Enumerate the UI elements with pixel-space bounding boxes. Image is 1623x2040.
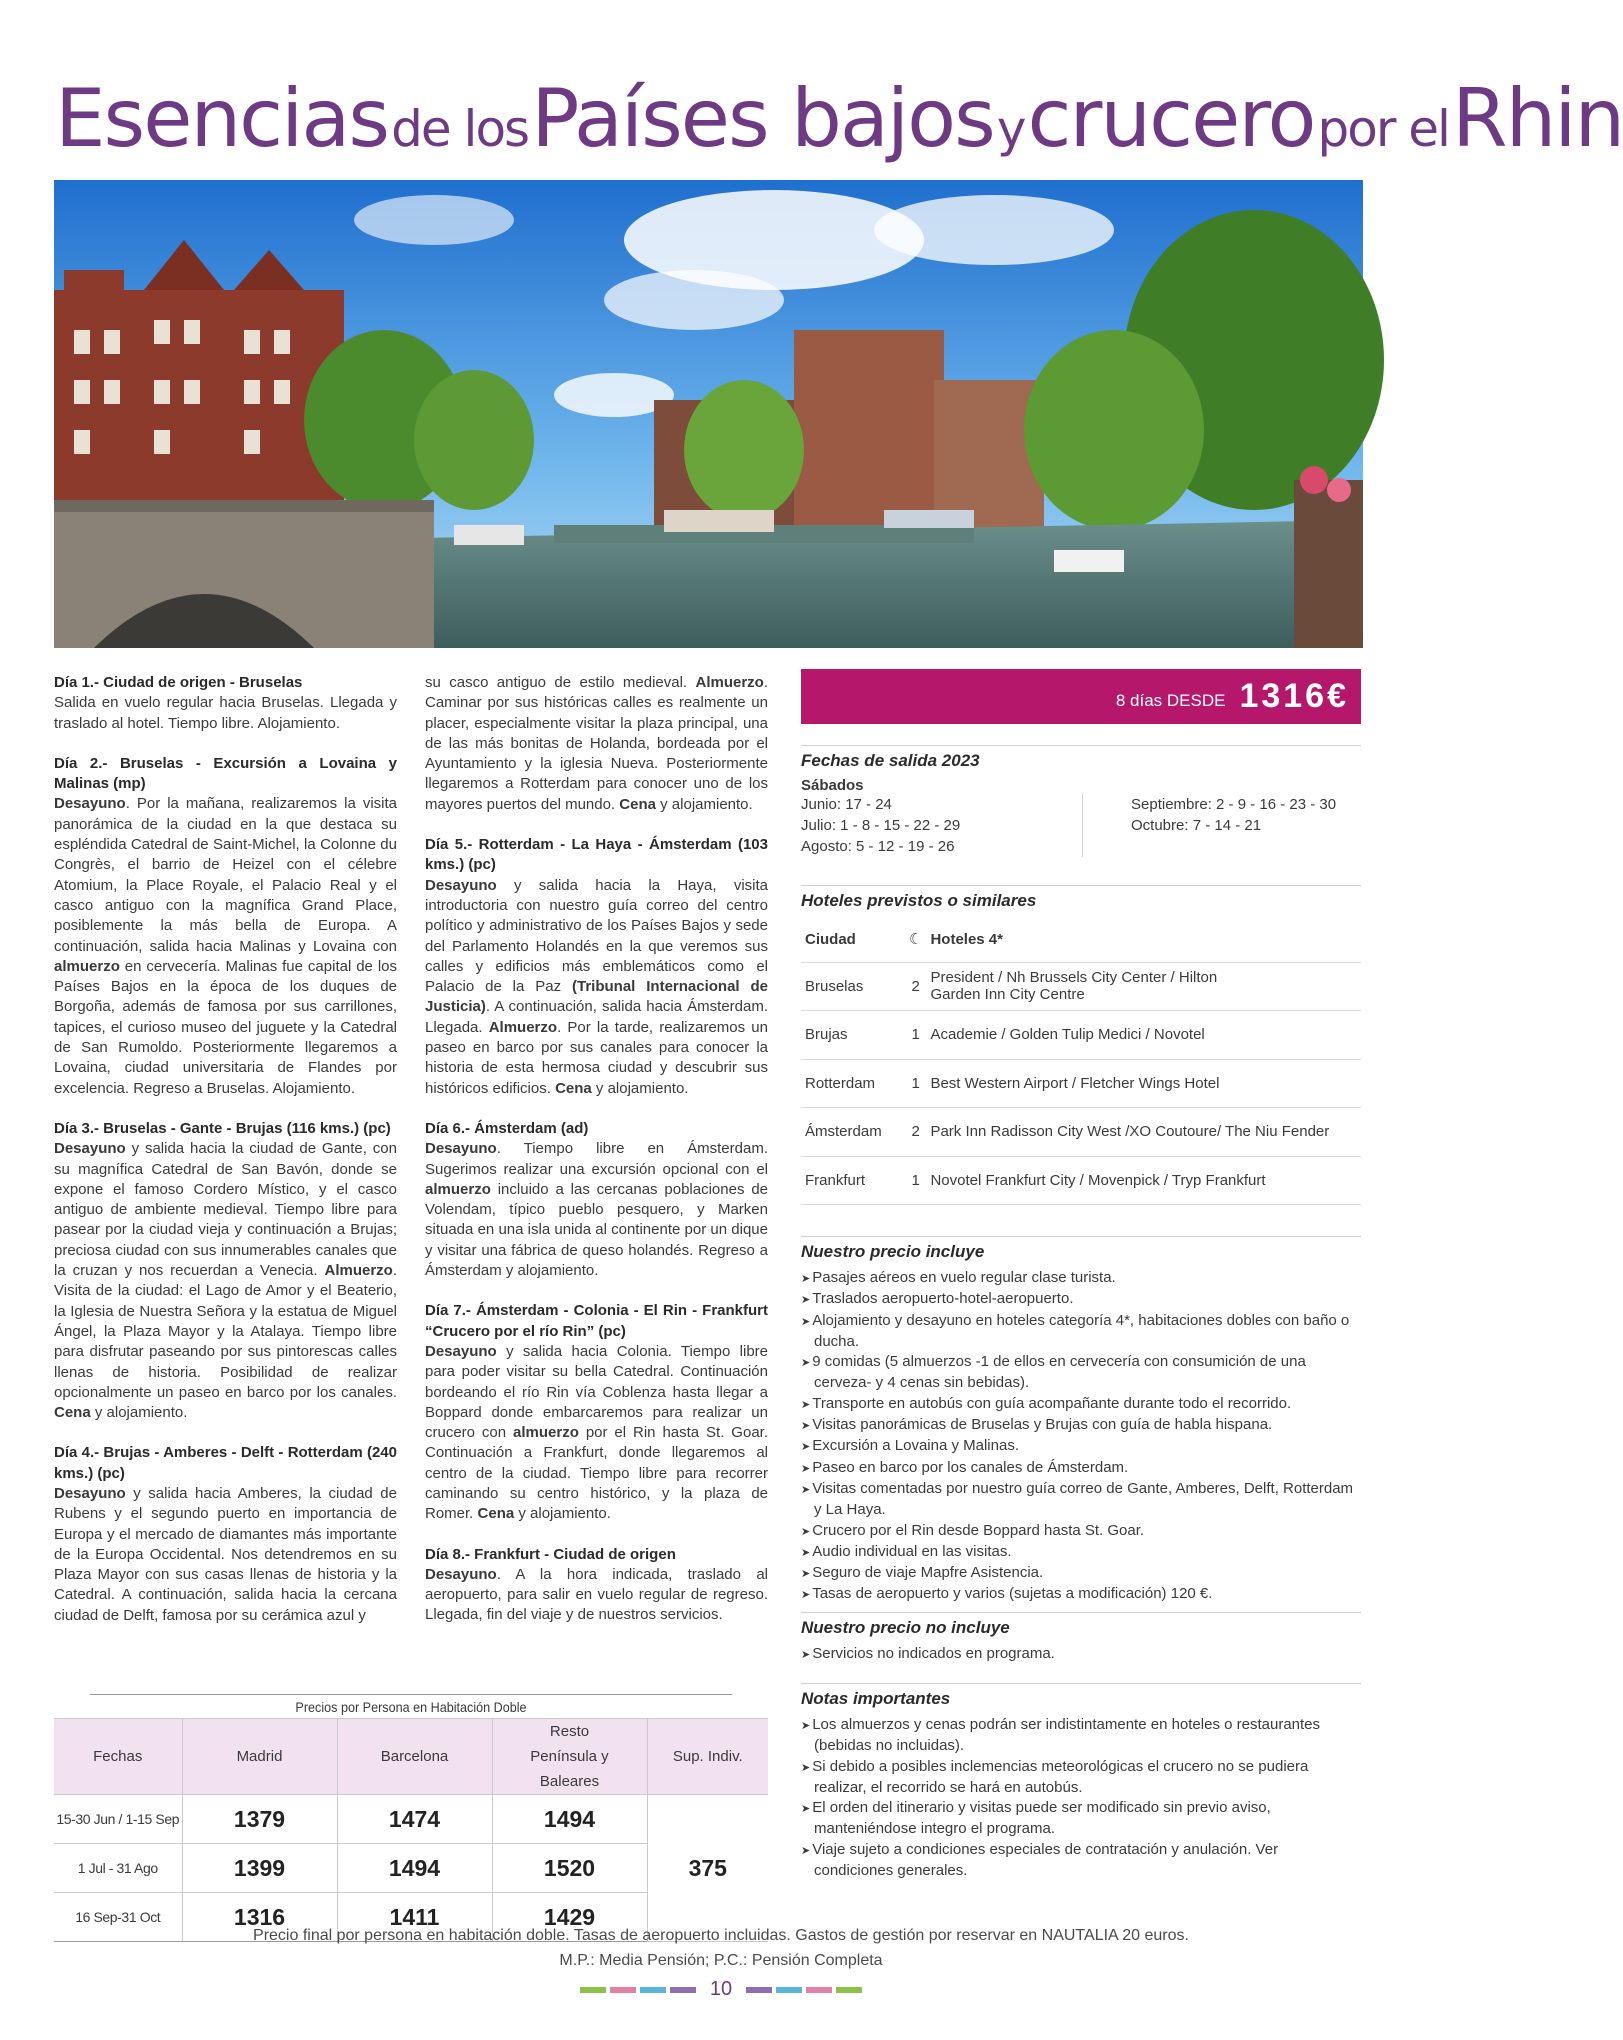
list-item: ➤ Audio individual en las visitas. [801, 1542, 1361, 1563]
pager-bar [610, 1987, 636, 1993]
list-item: ➤ Seguro de viaje Mapfre Asistencia. [801, 1563, 1361, 1584]
itinerary-day [425, 673, 768, 815]
pager-bar [836, 1987, 862, 1993]
day-text: Desayuno. A la hora indicada, traslado al aeropuerto, para salir en vuelo regular de regreso. Llegada, fin del viaje y de nuestros servicios. [425, 1565, 768, 1624]
footer-note: Precio final por persona en habitación doble. Tasas de aeropuerto incluidas. Gastos de gestión por reservar en NAUTALIA 20 euros. [253, 1927, 1189, 1944]
list-item: ➤ Alojamiento y desayuno en hoteles categoría 4*, habitaciones dobles con baño o ducha. [801, 1311, 1361, 1353]
price-resto: 1429 [492, 1893, 647, 1942]
day-text: Desayuno y salida hacia la ciudad de Gante, con su magnífica Catedral de San Bavón, donde se expone el famoso Cordero Místico, y el casco antiguo de ambiente medieval. Tiempo libre para pasear por la ciudad vieja y continuación a Brujas; preciosa ciudad con sus innumerables canales que la cruzan y nos recuerdan a Venecia. Almuerzo. Visita de la ciudad: el Lago de Amor y el Beaterio, la Iglesia de Nuestra Señora y la estatua de Miguel Ángel, la Plaza Mayor y la Atalaya. Tiempo libre para disfrutar paseando por sus pintorescas calles llenas de historia. Posibilidad de realizar opcionalmente un paseo en barco por los canales. Cena y alojamiento. [54, 1140, 397, 1422]
price-resto: 1494 [492, 1795, 647, 1844]
hotel-city: Ámsterdam [801, 1108, 905, 1157]
pager-bar [580, 1987, 606, 1993]
day-text: Desayuno. Tiempo libre en Ámsterdam. Sugerimos realizar una excursión opcional con el almuerzo incluido a las cercanas poblaciones de Volendam, típico pueblo pesquero, y Marken situada en una isla unida al continente por un dique y visitar una fábrica de queso holandés. Regreso a Ámsterdam y alojamiento. [425, 1140, 768, 1280]
table-row [801, 1059, 1361, 1108]
price-madrid: 1379 [182, 1795, 337, 1844]
footer-legend: M.P.: Media Pensión; P.C.: Pensión Completa [559, 1952, 883, 1969]
table-row [801, 1011, 1361, 1060]
itinerary-day [425, 1301, 768, 1524]
price-header-row [54, 1719, 768, 1795]
list-item: ➤ Excursión a Lovaina y Malinas. [801, 1436, 1361, 1457]
price-madrid: 1316 [182, 1893, 337, 1942]
divider [801, 885, 1361, 886]
moon-icon: ☾ [905, 917, 926, 962]
not-included-heading: Nuestro precio no incluye [801, 1618, 1010, 1637]
price-banner [801, 669, 1361, 724]
hotel-names: Best Western Airport / Fletcher Wings Hotel [926, 1059, 1361, 1108]
divider [801, 1612, 1361, 1613]
list-item: ➤ Traslados aeropuerto-hotel-aeropuerto. [801, 1289, 1361, 1310]
price-madrid: 1399 [182, 1844, 337, 1893]
table-row [801, 1156, 1361, 1205]
hotels-heading: Hoteles previstos o similares [801, 891, 1037, 910]
date-line: Junio: 17 - 24 [801, 796, 892, 813]
price-barcelona: 1494 [337, 1844, 492, 1893]
divider [801, 1683, 1361, 1684]
hotel-nights: 1 [905, 1059, 926, 1108]
hotel-city: Bruselas [801, 962, 905, 1011]
day-title: Día 2.- Bruselas - Excursión a Lovaina y Malinas (mp) [54, 754, 397, 793]
day-title: Día 7.- Ámsterdam - Colonia - El Rin - Frankfurt “Crucero por el río Rin” (pc) [425, 1302, 768, 1340]
hotel-nights: 2 [905, 962, 926, 1011]
hotel-city: Brujas [801, 1011, 905, 1060]
page-number-bar [0, 1978, 1442, 2001]
day-title: Día 4.- Brujas - Amberes - Delft - Rotterdam (240 kms.) (pc) [54, 1444, 397, 1482]
day-text: su casco antiguo de estilo medieval. Almuerzo. Caminar por sus históricas calles es realmente un placer, especialmente visitar la plaza principal, una de las más bonitas de Holanda, bordeada por el Ayuntamiento y la iglesia Nueva. Posteriormente llegaremos a Rotterdam para conocer uno de los mayores puertos del mundo. Cena y alojamiento. [425, 674, 768, 813]
date-line: Julio: 1 - 8 - 15 - 22 - 29 [801, 817, 961, 834]
includes-list [801, 1268, 1361, 1606]
day-text: Desayuno y salida hacia la Haya, visita introductoria con nuestro guía correo del centro político y administrativo de los Países Bajos y sede del Parlamento Holandés en la que veremos sus calles y edificios más emblemáticos como el Palacio de la Paz (Tribunal Internacional de Justicia). A continuación, salida hacia Ámsterdam. Llegada. Almuerzo. Por la tarde, realizaremos un paseo en barco por sus canales para conocer la historia de esta hermosa ciudad y descubrir sus históricos edificios. Cena y alojamiento. [425, 876, 769, 1097]
list-item: ➤ Pasajes aéreos en vuelo regular clase turista. [801, 1268, 1361, 1289]
list-item: ➤ Viaje sujeto a condiciones especiales de contratación y anulación. Ver condiciones generales. [801, 1840, 1361, 1882]
day-title: Día 1.- Ciudad de origen - Bruselas [54, 674, 303, 691]
itinerary-day [425, 835, 768, 1099]
notes-heading: Notas importantes [801, 1689, 951, 1708]
price-barcelona: 1411 [337, 1893, 492, 1942]
date-line: Agosto: 5 - 12 - 19 - 26 [801, 838, 955, 855]
dates-weekday: Sábados [801, 777, 864, 794]
important-notes [801, 1683, 1361, 1881]
pager-bar [640, 1987, 666, 1993]
itinerary-day [54, 754, 397, 1099]
price-sup-indiv: 375 [647, 1795, 768, 1942]
day-text: Desayuno y salida hacia Colonia. Tiempo libre para poder visitar su bella Catedral. Continuación bordeando el río Rin vía Coblenza hasta llegar a Boppard donde embarcaremos para realizar un crucero con almuerzo por el Rin hasta St. Goar. Continuación a Frankfurt, donde llegaremos al centro de la ciudad. Tiempo libre para recorrer caminando su centro histórico, y la plaza de Romer. Cena y alojamiento. [425, 1342, 768, 1523]
pager-bar [670, 1987, 696, 1993]
list-item: ➤ Paseo en barco por los canales de Ámsterdam. [801, 1458, 1361, 1479]
hotel-city: Frankfurt [801, 1156, 905, 1205]
pager-bar [806, 1987, 832, 1993]
list-item: ➤ 9 comidas (5 almuerzos -1 de ellos en cervecería con consumición de una cerveza- y 4 cenas sin bebidas). [801, 1352, 1361, 1394]
col-fechas: Fechas [54, 1719, 182, 1795]
list-item: ➤ Visitas panorámicas de Bruselas y Brujas con guía de habla hispana. [801, 1415, 1361, 1436]
pager-bar [776, 1987, 802, 1993]
day-title: Día 5.- Rotterdam - La Haya - Ámsterdam (103 kms.) (pc) [425, 836, 768, 874]
table-row [54, 1795, 768, 1844]
list-item: ➤ Servicios no indicados en programa. [801, 1644, 1361, 1665]
not-included-list [801, 1644, 1361, 1665]
itinerary-column-1 [54, 673, 397, 1646]
hotel-names: Park Inn Radisson City West /XO Coutoure/ The Niu Fender [926, 1108, 1361, 1157]
itinerary-day [425, 1119, 768, 1281]
dates-columns [801, 794, 1361, 857]
day-title: Día 3.- Bruselas - Gante - Brujas (116 kms.) (pc) [54, 1119, 391, 1137]
list-item: ➤ Crucero por el Rin desde Boppard hasta St. Goar. [801, 1521, 1361, 1542]
hotel-nights: 1 [905, 1156, 926, 1205]
table-row [801, 1108, 1361, 1157]
day-text: Desayuno y salida hacia Amberes, la ciudad de Rubens y el segundo puerto en importancia de Europa y el mercado de diamantes más importante de la Europa Occidental. Nos detendremos en su Plaza Mayor con sus casas llenas de historia y la Catedral. A continuación, salida hacia la cercana ciudad de Delft, famosa por su cerámica azul y [54, 1484, 397, 1624]
date-line: Octubre: 7 - 14 - 21 [1131, 817, 1262, 834]
price-grid [54, 1718, 768, 1942]
hotel-nights: 1 [905, 1011, 926, 1060]
day-text: Desayuno. Por la mañana, realizaremos la visita panorámica de la ciudad en la que destaca su espléndida Catedral de Saint-Michel, la Colonne du Congrès, el barrio de Heizel con el célebre Atomium, la Place Royale, el Palacio Real y el casco antiguo con la magnífica Grand Place, posiblemente la más bella de Europa. A continuación, salida hacia Malinas y Lovaina con almuerzo en cervecería. Malinas fue capital de los Países Bajos en la época de los duques de Borgoña, además de famosa por sus carrillones, tapices, el curioso museo del juguete y la Catedral de San Rumoldo. Posteriormente llegaremos a Lovaina, ciudad universitaria de Flandes por excelencia. Regreso a Bruselas. Alojamiento. [54, 795, 397, 1097]
amsterdam-canal-photo [54, 180, 1363, 648]
list-item: ➤ Transporte en autobús con guía acompañante durante todo el recorrido. [801, 1394, 1361, 1415]
price-barcelona: 1474 [337, 1795, 492, 1844]
banner-price: 1316€ [1239, 677, 1349, 715]
col-sup-indiv: Sup. Indiv. [647, 1719, 768, 1795]
price-table-caption: Precios por Persona en Habitación Doble [90, 1694, 733, 1718]
list-item: ➤ Los almuerzos y cenas podrán ser indistintamente en hoteles o restaurantes (bebidas no incluidas). [801, 1715, 1361, 1757]
price-not-includes [801, 1612, 1361, 1665]
itinerary-column-2 [425, 673, 768, 1646]
itinerary-day [54, 1443, 397, 1626]
pager-bar [746, 1987, 772, 1993]
itinerary-day [425, 1545, 768, 1626]
list-item: ➤ Visitas comentadas por nuestro guía correo de Gante, Amberes, Delft, Rotterdam y La Haya. [801, 1479, 1361, 1521]
hotel-nights: 2 [905, 1108, 926, 1157]
price-dates: 15-30 Jun / 1-15 Sep [54, 1795, 182, 1844]
divider [801, 745, 1361, 746]
hotels-table [801, 917, 1361, 1205]
list-item: ➤ El orden del itinerario y visitas puede ser modificado sin previo aviso, manteniéndose integro el programa. [801, 1798, 1361, 1840]
page-number: 10 [709, 1978, 733, 2000]
list-item: ➤ Si debido a posibles inclemencias meteorológicas el crucero no se pudiera realizar, el recorrido se hará en autobús. [801, 1757, 1361, 1799]
table-row [801, 962, 1361, 1011]
price-includes [801, 1236, 1361, 1606]
col-resto: Resto Península y Baleares [492, 1719, 647, 1795]
hotel-names: Academie / Golden Tulip Medici / Novotel [926, 1011, 1361, 1060]
itinerary-day [54, 1119, 397, 1423]
itinerary-day [54, 673, 397, 734]
col-city: Ciudad [801, 917, 905, 962]
hotel-names: Novotel Frankfurt City / Movenpick / Tryp Frankfurt [926, 1156, 1361, 1205]
col-barcelona: Barcelona [337, 1719, 492, 1795]
includes-heading: Nuestro precio incluye [801, 1242, 985, 1261]
price-dates: 16 Sep-31 Oct [54, 1893, 182, 1942]
day-text: Salida en vuelo regular hacia Bruselas. Llegada y traslado al hotel. Tiempo libre. Alojamiento. [54, 694, 397, 732]
page-title: Esencias de los Países bajos y crucero por el Rhin [55, 72, 1623, 165]
notes-list [801, 1715, 1361, 1881]
dates-left [801, 794, 1083, 857]
date-line: Septiembre: 2 - 9 - 16 - 23 - 30 [1131, 796, 1337, 813]
hotel-names: President / Nh Brussels City Center / Hilton Garden Inn City Centre [926, 962, 1361, 1011]
list-item: ➤ Tasas de aeropuerto y varios (sujetas a modificación) 120 €. [801, 1584, 1361, 1605]
dates-heading: Fechas de salida 2023 [801, 751, 980, 770]
dates-right [1083, 794, 1336, 857]
divider [801, 1236, 1361, 1237]
col-hotels: Hoteles 4* [926, 917, 1361, 962]
price-dates: 1 Jul - 31 Ago [54, 1844, 182, 1893]
departure-dates [801, 745, 1361, 857]
banner-days: 8 días DESDE [1115, 690, 1226, 710]
price-table [54, 1694, 768, 1942]
hotel-city: Rotterdam [801, 1059, 905, 1108]
col-madrid: Madrid [182, 1719, 337, 1795]
price-resto: 1520 [492, 1844, 647, 1893]
day-title: Día 6.- Ámsterdam (ad) [425, 1119, 589, 1137]
day-title: Día 8.- Frankfurt - Ciudad de origen [425, 1545, 676, 1563]
hotels-header-row [801, 917, 1361, 962]
hotels-section [801, 885, 1361, 1205]
